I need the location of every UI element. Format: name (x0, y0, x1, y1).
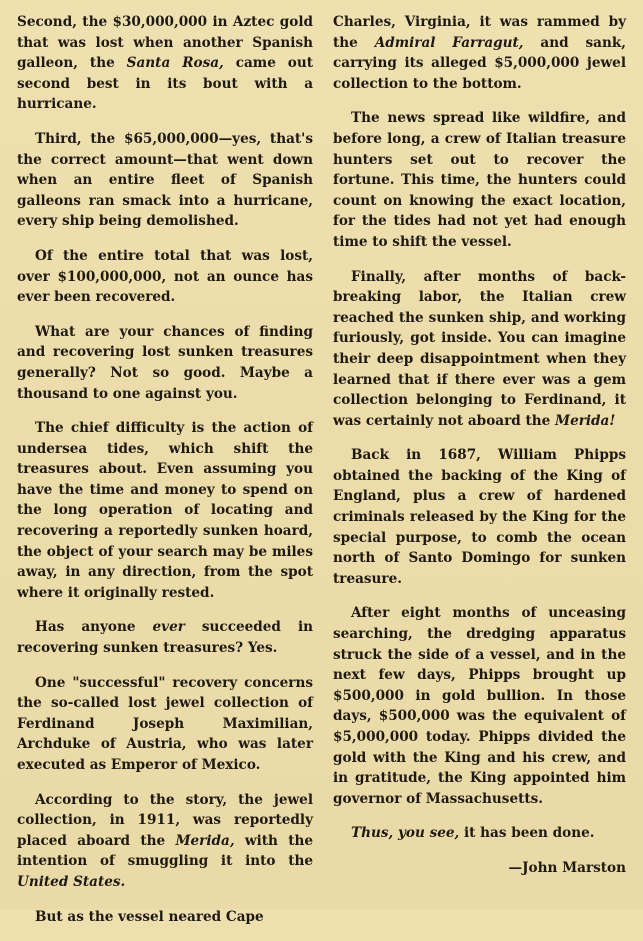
para-undersea-tides (17, 418, 313, 603)
italic-run: Santa Rosa, (126, 55, 224, 72)
left-column (17, 12, 313, 941)
para-phipps-1687 (333, 445, 626, 589)
text-run: After eight months of unceasing searching, the dredging apparatus struck the side of a vessel, and in the next few days, Phipps brought up $500,000 in gold bullion. In those days, $500,000 was the equivalent of $5,000,000 today. Phipps divided the gold with the King and his crew, and in gratitude, the King appointed him governor of Massachusetts. (333, 605, 626, 807)
italic-run: United States. (17, 873, 126, 890)
text-run: One "successful" recovery concerns the so-called lost jewel collection of Ferdinand Joseph Maximilian, Archduke of Austria, who was later executed as Emperor of Mexico. (17, 674, 313, 773)
text-run: But as the vessel neared Cape (35, 908, 264, 925)
para-story-1911 (17, 790, 313, 893)
italic-run: Merida, (175, 832, 235, 849)
italic-run: Merida! (555, 412, 616, 429)
italic-run: Admiral Farragut, (374, 34, 524, 51)
para-chances (17, 322, 313, 404)
para-aztec-gold (17, 12, 313, 115)
right-column (333, 12, 626, 893)
text-run: it has been done. (459, 825, 595, 842)
text-run: The news spread like wildfire, and before long, a crew of Italian treasure hunters set out to recover the fortune. This time, the hunters could count on knowing the exact location, for the tides had not yet had enough time to shift the vessel. (333, 110, 626, 250)
text-run: succeeded in recovering sunken treasures? Yes. (17, 619, 313, 657)
italic-run: ever (152, 619, 185, 636)
text-run: Second, the $30,000,000 in Aztec gold that was lost when another Spanish galleon, the (17, 14, 313, 72)
text-run: Third, the $65,000,000—yes, that's the correct amount—that went down when an entire fleet of Spanish galleons ran smack into a hurricane, every ship being demolished. (17, 130, 313, 230)
text-run: Finally, after months of back-breaking labor, the Italian crew reached the sunken ship, and working furiously, got inside. You can imagine their deep disappointment when they learned that if there ever was a gem collection belonging to Ferdinand, it was certainly not aboard the (333, 268, 626, 429)
para-galleon-fleet (17, 129, 313, 232)
author-byline: —John Marston (508, 859, 626, 876)
text-run: Has anyone (35, 619, 153, 636)
para-been-done (333, 823, 626, 844)
text-run: The chief difficulty is the action of undersea tides, which shift the treasures about. Even assuming you have the time and money to spend on the long operation of locating and recovering a reportedly sunken hoard, the object of your search may be miles away, in any direction, from the spot where it originally rested. (17, 420, 313, 601)
text-run: came out second best in its bout with a hurricane. (17, 55, 314, 113)
para-cape-charles-cont (333, 12, 626, 94)
para-news-spread (333, 108, 626, 252)
para-cape-charles-start (17, 907, 313, 928)
text-run: with the intention of smuggling it into the (17, 832, 313, 870)
para-maximilian (17, 673, 313, 776)
text-run: Of the entire total that was lost, over $100,000,000, not an ounce has ever been recovered. (17, 247, 313, 306)
text-run: According to the story, the jewel collection, in 1911, was reportedly placed aboard the (17, 791, 313, 849)
para-ever-succeeded (17, 617, 313, 658)
text-run: Charles, Virginia, it was rammed by the (333, 14, 626, 51)
text-run: Back in 1687, William Phipps obtained the backing of the King of England, plus a crew of hardened criminals released by the King for the special purpose, to comb the ocean north of Santo Domingo for sunken treasure. (333, 447, 626, 587)
text-run: and sank, carrying its alleged $5,000,000 jewel collection to the bottom. (333, 34, 626, 92)
para-total-lost (17, 246, 313, 308)
text-run: What are your chances of finding and recovering lost sunken treasures generally? Not so good. Maybe a thousand to one against you. (17, 323, 313, 402)
right-paragraphs (333, 12, 626, 844)
italic-run: Thus, you see, (351, 825, 460, 842)
para-eight-months (333, 603, 626, 809)
para-backbreaking (333, 267, 626, 432)
